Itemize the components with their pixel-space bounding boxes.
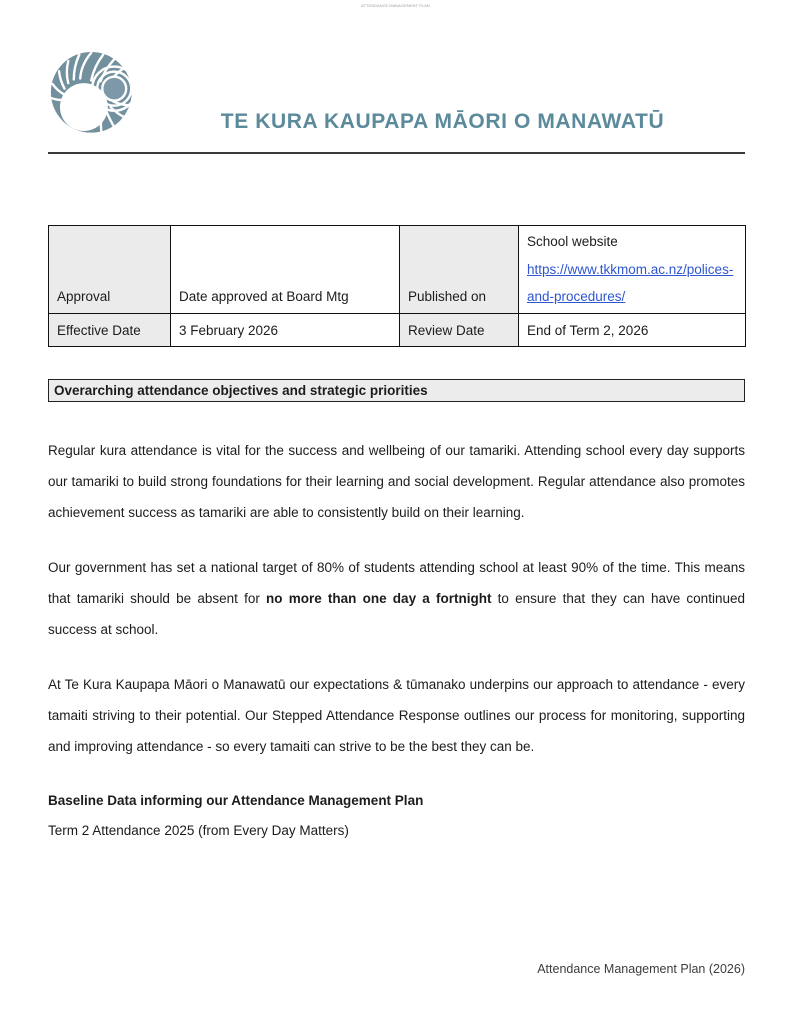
cell-review-date-label: Review Date	[400, 314, 519, 347]
school-website-label: School website	[527, 234, 618, 249]
paragraph-bold-text: no more than one day a fortnight	[266, 591, 492, 607]
paragraph-text: Our government has set a national target of 80% of students attending school at least 90% of the time. This means that tamariki should be absent for	[48, 560, 745, 607]
section-heading-box: Overarching attendance objectives and strategic priorities	[48, 379, 745, 402]
cell-published-on-label: Published on	[400, 226, 519, 314]
running-header: ATTENDANCE MANAGEMENT PLAN	[361, 4, 430, 9]
table-row	[49, 226, 746, 314]
cell-review-date-value: End of Term 2, 2026	[519, 314, 746, 347]
header-divider	[48, 152, 745, 154]
cell-effective-date-value: 3 February 2026	[171, 314, 400, 347]
koru-logo-icon	[48, 46, 140, 146]
baseline-heading: Baseline Data informing our Attendance Management Plan	[48, 793, 424, 809]
body-paragraph-3: At Te Kura Kaupapa Māori o Manawatū our expectations & tūmanako underpins our approach to attendance - every tamaiti striving to their potential. Our Stepped Attendance Response outlines our process for monitoring, supporting and improving attendance - so every tamaiti can strive to be the best they can be.	[48, 677, 745, 755]
cell-approval-label: Approval	[49, 226, 171, 314]
table-row	[49, 314, 746, 347]
cell-effective-date-label: Effective Date	[49, 314, 171, 347]
approval-table	[48, 225, 746, 347]
body-paragraph-1: Regular kura attendance is vital for the success and wellbeing of our tamariki. Attending school every day supports our tamariki to build strong foundations for their learning and social development. Regular attendance also promotes achievement success as tamariki are able to consistently build on their learning.	[48, 443, 745, 521]
body-paragraph-2	[48, 552, 745, 645]
cell-approval-value: Date approved at Board Mtg	[171, 226, 400, 314]
baseline-data-block	[48, 786, 745, 845]
baseline-subline: Term 2 Attendance 2025 (from Every Day Matters)	[48, 823, 349, 839]
page-title: TE KURA KAUPAPA MĀORI O MANAWATŪ	[220, 110, 665, 133]
masthead	[0, 0, 791, 146]
paragraph-text: to ensure that they can have continued success at school.	[48, 591, 745, 638]
page-footer: Attendance Management Plan (2026)	[537, 962, 745, 976]
school-logo	[48, 46, 140, 146]
policies-link[interactable]: https://www.tkkmom.ac.nz/polices-and-procedures/	[527, 261, 734, 305]
cell-published-on-value	[519, 226, 746, 314]
